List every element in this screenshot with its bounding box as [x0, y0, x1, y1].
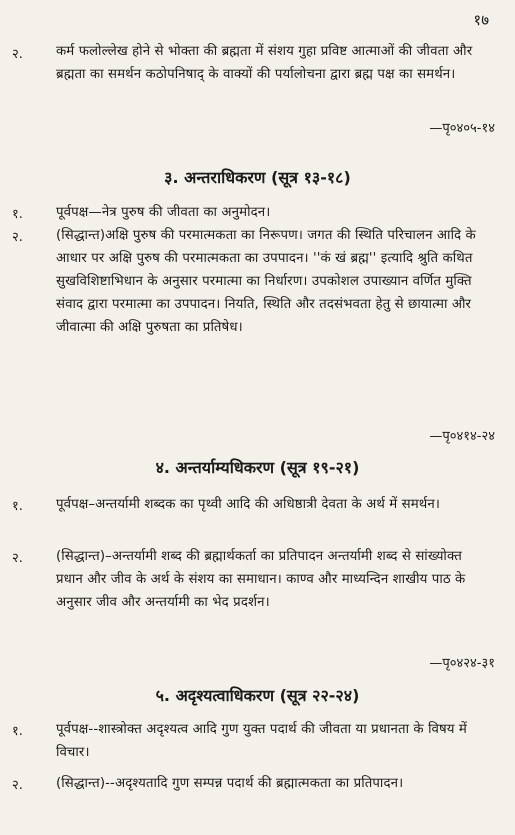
item-number: २. [12, 551, 23, 566]
list-item [0, 493, 515, 545]
list-item [0, 224, 515, 449]
page-reference: —पृ०४१४-२४ [429, 429, 495, 444]
item-text: पूर्वपक्ष—नेत्र पुरुष की जीवता का अनुमोदन। [56, 205, 271, 220]
list-item [0, 718, 515, 768]
section-heading: ४. अन्तर्याम्यधिकरण (सूत्र १९-२१) [155, 458, 360, 477]
item-text: पूर्वपक्ष–अन्तर्यामी शब्दक का पृथ्वी आदि की अधिष्ठात्री देवता के अर्थ में समर्थन। [56, 497, 441, 512]
item-text: (सिद्धान्त)अक्षि पुरुष की परमात्मकता का निरूपण। जगत की स्थिति परिचालन आदि के आधार पर अक्षि पुरुष की परमात्मकता का उपपादन। ''कं खं ब्रह्म'' इत्यादि श्रुति कथित सुखविशिष्टाभिधान के अनुसार परमात्मा का निर्धारण। उपकोशल उपाख्यान वर्णित मुक्ति संवाद द्वारा परमात्मा का उपपादन। नियति, स्थिति और तदसंभवता हेतु से छायात्मा और जीवात्मा की अक्षि पुरुषता का प्रतिषेध। [56, 228, 476, 335]
item-text: (सिद्धान्त)--अदृश्यतादि गुण सम्पन्न पदार्थ की ब्रह्मात्मकता का प्रतिपादन। [56, 776, 404, 791]
list-item [0, 772, 515, 822]
item-number: १. [12, 207, 23, 222]
section-heading: ३. अन्तराधिकरण (सूत्र १३-१८) [164, 168, 351, 187]
item-number: २. [12, 778, 23, 793]
section-heading: ५. अदृश्यत्वाधिकरण (सूत्र २२-२४) [155, 686, 360, 705]
page-reference: —पृ०४०५-१४ [429, 121, 495, 136]
list-item [0, 201, 515, 225]
page-number: १७ [473, 11, 489, 29]
item-text: (सिद्धान्त)–अन्तर्यामी शब्द की ब्रह्मार्थकर्ता का प्रतिपादन अन्तर्यामी शब्द से सांख्योक्त प्रधान और जीव के अर्थ के संशय का समाधान। काण्व और माध्यन्दिन शाखीय पाठ के अनुसार जीव और अन्तर्यामी का भेद प्रदर्शन। [56, 549, 466, 610]
list-item [0, 40, 515, 150]
list-item [0, 545, 515, 670]
item-number: १. [12, 724, 23, 739]
item-text: पूर्वपक्ष--शास्त्रोक्त अदृश्यत्व आदि गुण युक्त पदार्थ की जीवता या प्रधानता के विषय में विचार। [56, 722, 467, 760]
item-text: कर्म फलोल्लेख होने से भोक्ता की ब्रह्मता में संशय गुहा प्रविष्ट आत्माओं की जीवता और ब्रह्मता का समर्थन कठोपनिषाद् के वाक्यों की पर्यालोचना द्वारा ब्रह्म पक्ष का समर्थन। [56, 44, 473, 82]
item-number: २. [12, 230, 23, 245]
item-number: १. [12, 499, 23, 514]
item-number: २. [12, 47, 23, 62]
page-reference: —पृ०४२४-३१ [429, 656, 495, 671]
